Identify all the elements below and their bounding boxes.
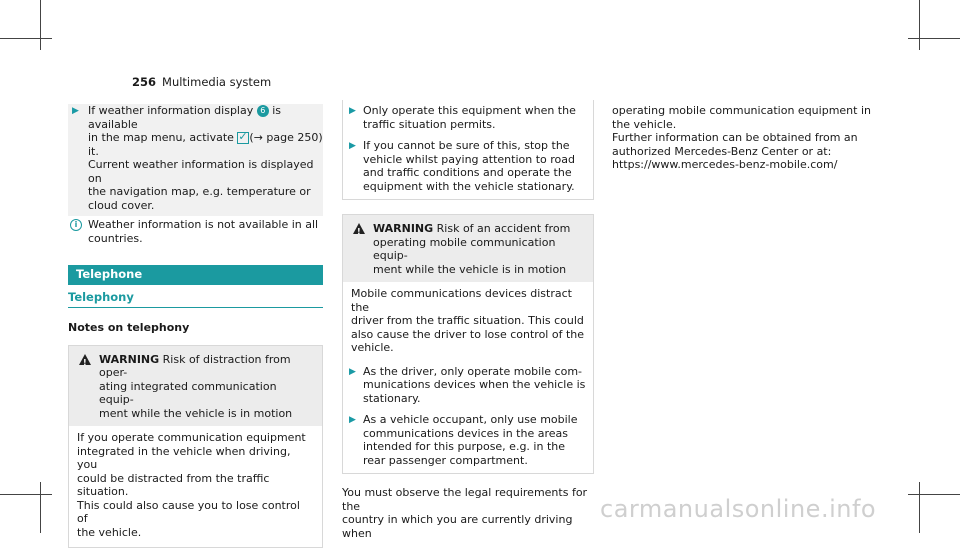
page-header xyxy=(132,76,271,90)
crop-mark xyxy=(40,482,41,533)
crop-mark xyxy=(908,494,960,495)
info-icon: i xyxy=(70,219,82,231)
step-arrow-icon: ▶ xyxy=(349,140,356,154)
checkbox-icon xyxy=(237,132,249,144)
step-item: ▶ As a vehicle occupant, only use mobile communications devices in the areas intended for this purpose, e.g. in the rear passenger compartment. xyxy=(343,413,593,467)
info-note: i Weather information is not available in all countries. xyxy=(68,218,323,245)
page-number: 256 xyxy=(132,75,156,89)
step-arrow-icon: ▶ xyxy=(349,414,356,428)
warning-box xyxy=(68,345,323,548)
step-arrow-icon: ▶ xyxy=(349,105,356,119)
warning-box xyxy=(342,214,594,474)
crop-mark xyxy=(919,0,920,50)
mercedes-url-link[interactable]: https://www.mercedes-benz-mobile.com/ xyxy=(612,158,872,172)
step-item: ▶ If you cannot be sure of this, stop the vehicle whilst paying attention to road and traffic conditions and operate the equipment with the vehicle stationary. xyxy=(343,139,587,193)
crop-mark xyxy=(40,0,41,50)
steps-box xyxy=(342,100,594,200)
step-item: ▶ Only operate this equipment when the traffic situation permits. xyxy=(343,104,587,131)
step-arrow-icon: ▶ xyxy=(72,105,79,119)
warning-icon xyxy=(79,354,91,365)
crop-mark xyxy=(908,38,960,39)
notes-heading: Notes on telephony xyxy=(68,321,323,335)
subheading-telephony: Telephony xyxy=(68,291,323,309)
step-weather: ▶ If weather information display 6 is available in the map menu, activate ✓ (→ page 250) it. Current weather information is displayed on the navigation map, e.g. temperature or cloud cover. xyxy=(68,104,323,216)
step-item: ▶ As the driver, only operate mobile com- munications devices when the vehicle is stationary. xyxy=(343,365,593,406)
column-2 xyxy=(342,100,594,540)
crop-mark xyxy=(919,482,920,533)
section-bar-telephone: Telephone xyxy=(68,265,323,285)
warning-header: ! WARNING Risk of an accident from operating mobile communication equip- ment while the vehicle is in motion xyxy=(343,215,593,282)
step-arrow-icon: ▶ xyxy=(349,366,356,380)
warning-header: ! WARNING Risk of distraction from oper- ating integrated communication equip- ment while the vehicle is in motion xyxy=(69,346,322,427)
warning-body: If you operate communication equipment integrated in the vehicle when driving, you could be distracted from the traffic situation. This could also cause you to lose control of the vehicle. xyxy=(69,426,322,547)
watermark: carmanualsonline.info xyxy=(600,503,876,517)
column-1 xyxy=(68,104,323,548)
column-3: operating mobile communication equipment in the vehicle. Further information can be obtained from an authorized Mercedes-Benz Center or at: https://www.mercedes-benz-mobile.com/ xyxy=(612,104,872,172)
warning-icon xyxy=(353,223,365,234)
crop-mark xyxy=(0,494,52,495)
footer-paragraph: You must observe the legal requirements for the country in which you are currently driving when xyxy=(342,486,594,540)
crop-mark xyxy=(0,38,52,39)
page-ref-link[interactable]: (→ page 250) xyxy=(249,131,322,144)
warning-body: Mobile communications devices distract the driver from the traffic situation. This could also cause the driver to lose control of the vehicle. xyxy=(343,282,593,359)
number-badge-icon: 6 xyxy=(257,105,269,117)
page-title: Multimedia system xyxy=(162,75,271,89)
